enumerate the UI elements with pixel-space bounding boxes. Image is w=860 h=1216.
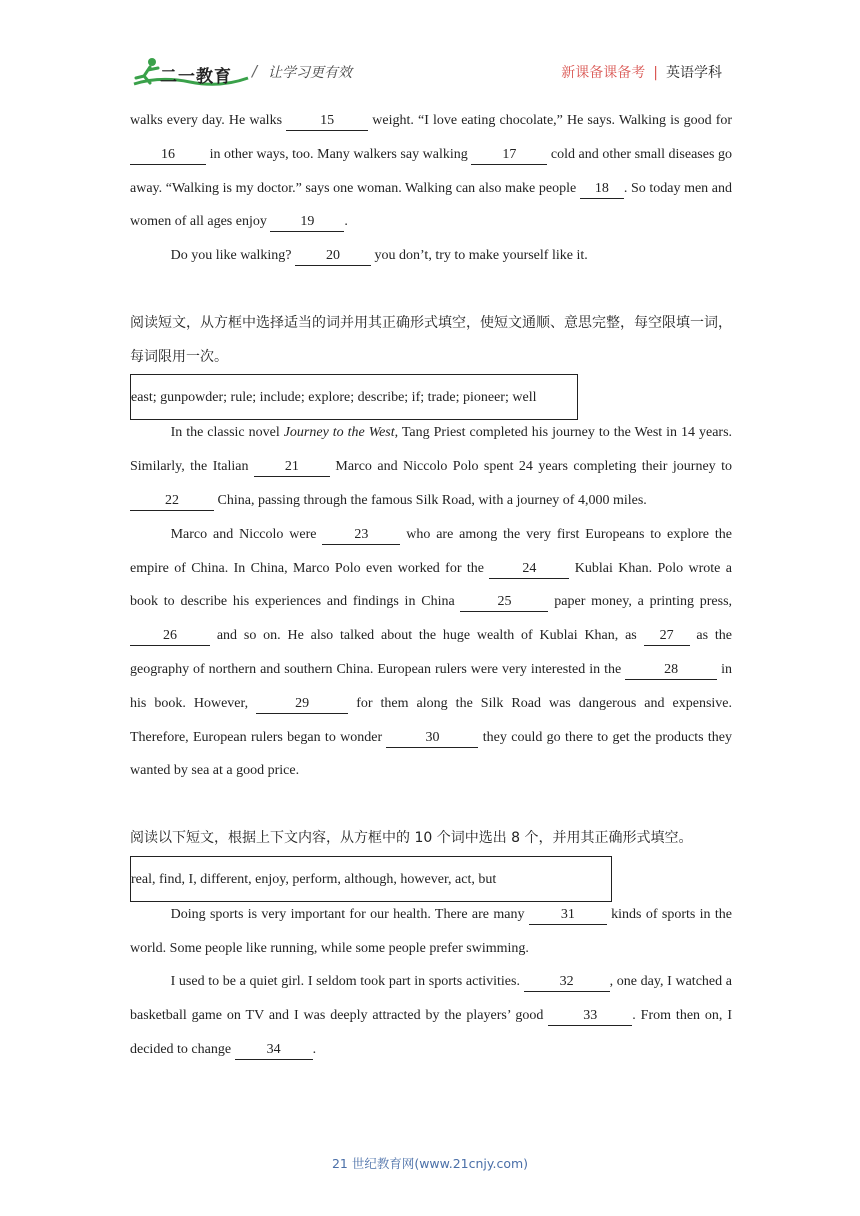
text-run: , one day, I watched a basketball game on TV and I was deeply attracted by the players’ good	[130, 974, 733, 1024]
blank-21[interactable]: 21	[254, 458, 330, 477]
blank-28[interactable]: 28	[625, 661, 717, 680]
blank-19[interactable]: 19	[270, 213, 344, 232]
text-run: walks every day. He walks	[130, 113, 283, 128]
section2-word-box	[130, 374, 578, 420]
text-run: you don’t, try to make yourself like it.	[374, 248, 588, 264]
logo-text: 二一教育	[160, 67, 232, 87]
text-run: China, passing through the famous Silk Road, with a journey of 4,000 miles.	[217, 492, 647, 508]
blank-23[interactable]: 23	[322, 526, 400, 545]
blank-25[interactable]: 25	[460, 593, 548, 612]
text-run: who are among the very first Europeans to explore the empire of China. In China, Marco Polo even worked for the	[130, 526, 732, 576]
page-header	[0, 0, 860, 100]
page-footer[interactable]: 21 世纪教育网(www.21cnjy.com)	[331, 1156, 529, 1171]
text-run: In the classic novel	[170, 425, 280, 441]
text-run: .	[312, 1041, 317, 1057]
blank-34[interactable]: 34	[235, 1041, 313, 1060]
text-run: Marco and Niccolo were	[170, 526, 317, 542]
section2-instruction: 阅读短文，从方框中选择适当的词并用其正确形式填空，使短文通顺、意思完整，每空限填一词，每词限用一次。	[130, 314, 732, 365]
text-run: kinds of sports in the world. Some people like running, while some people prefer swimming.	[130, 906, 733, 956]
section3-word-box	[130, 856, 612, 902]
header-slogan: 让学习更有效	[268, 65, 352, 81]
section3-instruction: 阅读以下短文，根据上下文内容，从方框中的 10 个词中选出 8 个，并用其正确形式填空。	[130, 829, 693, 846]
blank-30[interactable]: 30	[386, 729, 478, 748]
header-course-label: 新课备课备考	[561, 65, 646, 81]
text-run: good for	[683, 113, 733, 128]
section-gap	[130, 788, 732, 822]
text-run: and so on. He also talked about the huge wealth of Kublai Khan, as	[216, 628, 637, 644]
passage1-paragraph	[130, 104, 732, 239]
text-run: . So today men and women of all ages enjoy	[130, 180, 733, 230]
word-list: east; gunpowder; rule; include; explore; describe; if; trade; pioneer; well	[131, 390, 537, 406]
text-run: in other ways, too. Many walkers say walking	[209, 146, 468, 162]
text-run: they could go there to get the products they wanted by sea at a good price.	[130, 729, 732, 779]
book-title: Journey to the West	[283, 425, 395, 441]
blank-29[interactable]: 29	[256, 695, 348, 714]
section2-paragraph-1	[130, 416, 732, 517]
text-run: cold and other	[550, 146, 632, 162]
text-run: I used to be a quiet girl. I seldom took part in sports activities.	[170, 974, 520, 990]
word-list: real, find, I, different, enjoy, perform, although, however, act, but	[131, 871, 497, 887]
text-run: .	[344, 214, 348, 230]
document-body	[130, 104, 732, 1067]
blank-18[interactable]: 18	[580, 180, 624, 199]
blank-16[interactable]: 16	[130, 146, 206, 165]
blank-31[interactable]: 31	[529, 906, 607, 925]
blank-26[interactable]: 26	[130, 627, 210, 646]
text-run: small diseases go away. “Walking is my doctor.” says one woman. Walking can also make people	[130, 146, 732, 196]
slogan-separator: /	[252, 62, 258, 80]
section3-paragraph-1	[130, 898, 732, 966]
text-run: weight. “I love eating chocolate,” He says. Walking is	[372, 113, 680, 128]
text-run: Doing sports is very important for our health. There are many	[170, 906, 525, 922]
header-subject-label: 英语学科	[666, 65, 722, 81]
text-run: Do you like walking?	[170, 248, 292, 264]
text-run: . From then on, I decided to change	[130, 1008, 732, 1057]
section3-paragraph-2	[130, 965, 732, 1066]
blank-15[interactable]: 15	[286, 112, 368, 131]
blank-22[interactable]: 22	[130, 492, 214, 511]
text-run: for them along the Silk Road was dangerous and expensive. Therefore, European rulers began to wonder	[130, 695, 733, 745]
blank-27[interactable]: 27	[644, 627, 690, 646]
text-run: in his book. However,	[130, 661, 732, 711]
header-divider: |	[653, 65, 658, 81]
blank-24[interactable]: 24	[489, 560, 569, 579]
header-subject	[561, 62, 722, 82]
text-run: Kublai Khan. Polo wrote a book to describe his experiences and findings in China	[130, 560, 732, 610]
section-gap	[130, 273, 732, 307]
blank-17[interactable]: 17	[471, 146, 547, 165]
blank-33[interactable]: 33	[548, 1007, 632, 1026]
blank-32[interactable]: 32	[524, 973, 610, 992]
text-run: , Tang Priest completed his journey to the West in 14 years. Similarly, the Italian	[130, 425, 733, 475]
text-run: Marco and Niccolo Polo spent 24 years completing their journey to	[335, 459, 732, 475]
text-run: as the geography of northern and southern China. European rulers were very interested in the	[130, 628, 733, 677]
text-run: paper money, a printing press,	[554, 594, 733, 610]
blank-20[interactable]: 20	[295, 247, 371, 266]
passage1-last-paragraph	[130, 239, 732, 273]
section2-paragraph-2	[130, 518, 732, 788]
